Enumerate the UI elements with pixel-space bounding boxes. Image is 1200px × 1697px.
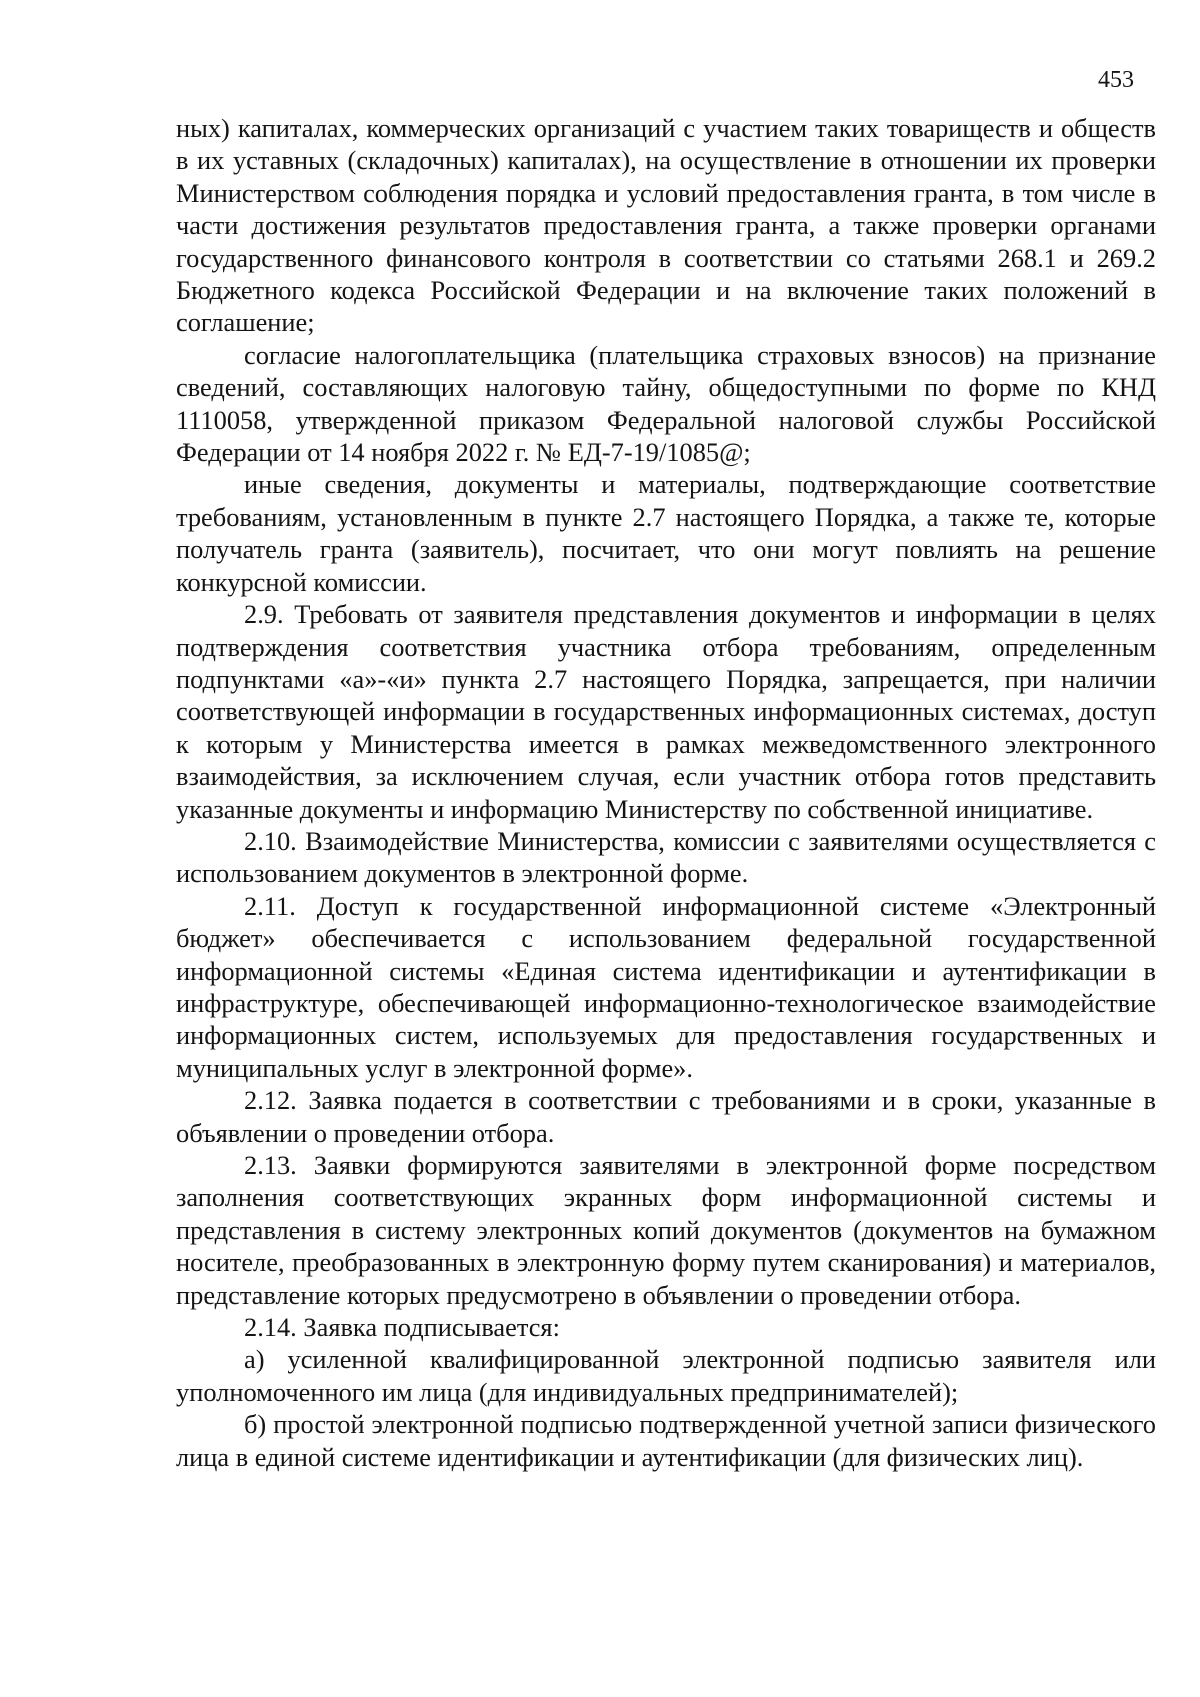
paragraph-consent-continuation: ных) капиталах, коммерческих организаций с участием таких товариществ и обществ в их уставных (складочных) капиталах), на осуществление в отношении их проверки Министерством соблюдения порядка и условий предоставления гранта, в том числе в части достижения результатов предоставления гранта, а также проверки органами государственного финансового контроля в соответствии со статьями 268.1 и 269.2 Бюджетного кодекса Российской Федерации и на включение таких положений в соглашение; — [176, 113, 1156, 338]
paragraph-2-13: 2.13. Заявки формируются заявителями в электронной форме посредством заполнения соответствующих экранных форм информационной системы и представления в систему электронных копий документов (документов на бумажном носителе, преобразованных в электронную форму путем сканирования) и материалов, представление которых предусмотрено в объявлении о проведении отбора. — [176, 1150, 1156, 1310]
paragraph-2-11: 2.11. Доступ к государственной информационной системе «Электронный бюджет» обеспечивается с использованием федеральной государственной информационной системы «Единая система идентификации и аутентификации в инфраструктуре, обеспечивающей информационно-технологическое взаимодействие информационных систем, используемых для предоставления государственных и муниципальных услуг в электронной форме». — [176, 890, 1156, 1083]
paragraph-2-9: 2.9. Требовать от заявителя представления документов и информации в целях подтверждения соответствия участника отбора требованиям, определенным подпунктами «а»-«и» пункта 2.7 настоящего Порядка, запрещается, при наличии соответствующей информации в государственных информационных системах, доступ к которым у Министерства имеется в рамках межведомственного электронного взаимодействия, за исключением случая, если участник отбора готов представить указанные документы и информацию Министерству по собственной инициативе. — [176, 599, 1156, 824]
paragraph-2-12: 2.12. Заявка подается в соответствии с требованиями и в сроки, указанные в объявлении о проведении отбора. — [176, 1085, 1156, 1148]
paragraph-2-10: 2.10. Взаимодействие Министерства, комиссии с заявителями осуществляется с использованием документов в электронной форме. — [176, 825, 1156, 889]
paragraph-other-documents: иные сведения, документы и материалы, подтверждающие соответствие требованиям, установленным в пункте 2.7 настоящего Порядка, а также те, которые получатель гранта (заявитель), посчитает, что они могут повлиять на решение конкурсной комиссии. — [176, 469, 1156, 597]
paragraph-2-14-a: а) усиленной квалифицированной электронной подписью заявителя или уполномоченного им лица (для индивидуальных предпринимателей); — [176, 1344, 1156, 1407]
paragraph-2-14: 2.14. Заявка подписывается: — [244, 1312, 560, 1343]
paragraph-tax-secret-consent: согласие налогоплательщика (плательщика страховых взносов) на признание сведений, составляющих налоговую тайну, общедоступными по форме по КНД 1110058, утвержденной приказом Федеральной налоговой службы Российской Федерации от 14 ноября 2022 г. № ЕД-7-19/1085@; — [176, 339, 1156, 468]
paragraph-2-14-b: б) простой электронной подписью подтвержденной учетной записи физического лица в единой системе идентификации и аутентификации (для физических лиц). — [176, 1409, 1156, 1472]
document-body — [176, 112, 1156, 1473]
page-number: 453 — [1098, 67, 1134, 93]
